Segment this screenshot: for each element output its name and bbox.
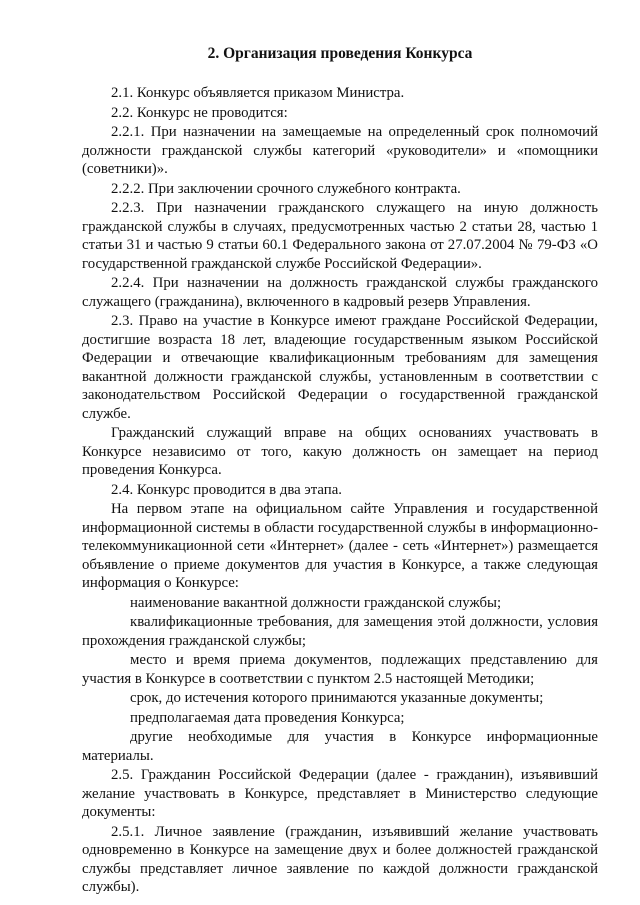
paragraph-2-4: 2.4. Конкурс проводится в два этапа. <box>111 481 342 498</box>
list-item-vacancy-name: наименование вакантной должности гражданской службы; <box>130 594 502 611</box>
paragraph-first-stage: На первом этапе на официальном сайте Управления и государственной информационной системы в области государственной службы в информационно-телекоммуникационной сети «Интернет» (далее - сеть «Интернет») размещается объявление о приеме документов для участия в Конкурсе, а также следующая информация о Конкурсе: <box>82 501 598 591</box>
paragraph-2-5: 2.5. Гражданин Российской Федерации (далее - гражданин), изъявивший желание участвовать в Конкурсе, представляет в Министерство следующие документы: <box>82 767 598 820</box>
list-item-expected-date: предполагаемая дата проведения Конкурса; <box>130 709 405 726</box>
paragraph-2-3: 2.3. Право на участие в Конкурсе имеют граждане Российской Федерации, достигшие возраста 18 лет, владеющие государственным языком Российской Федерации и отвечающие квалификационным требованиям для замещения вакантной должности гражданской службы, установленным в соответствии с законодательством Российской Федерации о государственной гражданской службе. <box>82 313 598 422</box>
list-item-qualification-requirements: квалификационные требования, для замещения этой должности, условия прохождения гражданской службы; <box>82 614 598 649</box>
paragraph-civil-servant-right: Гражданский служащий вправе на общих основаниях участвовать в Конкурсе независимо от того, какую должность он замещает на период проведения Конкурса. <box>82 425 598 478</box>
list-item-place-time: место и время приема документов, подлежащих представлению для участия в Конкурсе в соответствии с пунктом 2.5 настоящей Методики; <box>82 652 598 687</box>
document-body <box>82 44 598 898</box>
paragraph-2-1: 2.1. Конкурс объявляется приказом Министра. <box>111 85 405 101</box>
paragraph-2-2-1: 2.2.1. При назначении на замещаемые на определенный срок полномочий должности гражданской службы категорий «руководители» и «помощники (советники)». <box>82 124 598 177</box>
paragraph-2-2-2: 2.2.2. При заключении срочного служебного контракта. <box>111 180 461 197</box>
paragraph-2-2-3: 2.2.3. При назначении гражданского служащего на иную должность гражданской службы в случаях, предусмотренных частью 2 статьи 28, частью 1 статьи 31 и частью 9 статьи 60.1 Федерального закона от 27.07.2004 № 79-ФЗ «О государственной гражданской службе Российской Федерации». <box>82 200 598 272</box>
paragraph-2-2: 2.2. Конкурс не проводится: <box>111 104 288 121</box>
paragraph-2-5-1: 2.5.1. Личное заявление (гражданин, изъявивший желание участвовать одновременно в Конкурсе на замещение двух и более должностей гражданской службы представляет личное заявление по каждой должности гражданской службы). <box>82 823 598 895</box>
list-item-deadline: срок, до истечения которого принимаются указанные документы; <box>130 690 544 706</box>
paragraph-2-2-4: 2.2.4. При назначении на должность гражданской службы гражданского служащего (гражданина), включенного в кадровый резерв Управления. <box>82 275 598 310</box>
list-item-other-materials: другие необходимые для участия в Конкурсе информационные материалы. <box>82 729 598 764</box>
section-title: 2. Организация проведения Конкурса <box>207 45 473 62</box>
